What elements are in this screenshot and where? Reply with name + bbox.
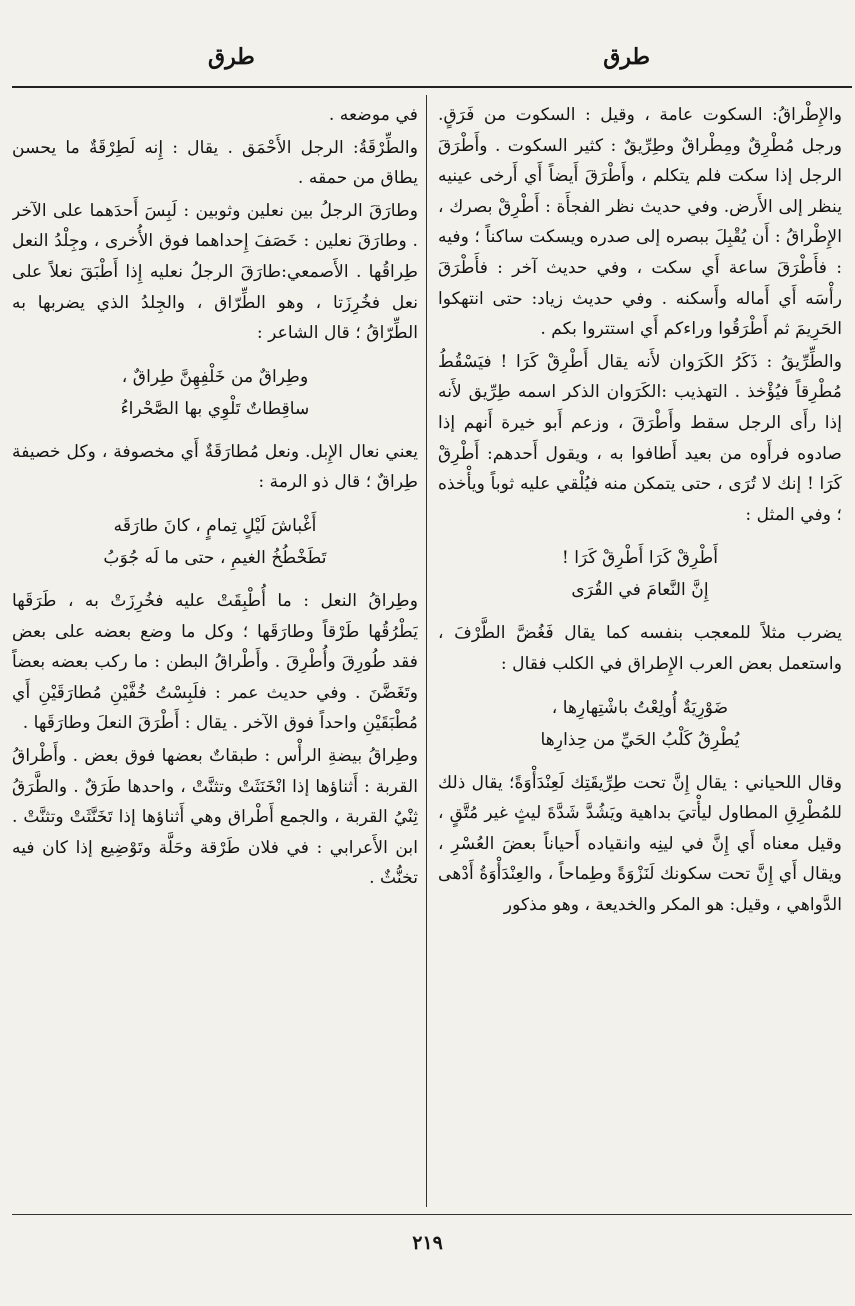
running-header-left: طرق: [208, 44, 255, 70]
verse: [438, 692, 842, 756]
verse-line: وطِراقٌ من خَلْفِهِنَّ طِراقٌ ،: [121, 366, 309, 387]
column-divider: [426, 95, 427, 1207]
page-header: [0, 0, 855, 90]
verse: [12, 510, 418, 574]
paragraph: والإِطْراقُ: السكوت عامة ، وقيل : السكوت من فَرَقٍ. ورجل مُطْرِقٌ ومِطْراقٌ وطِرِّيقٌ : كثير السكوت . وأَطْرَقَ الرجل إذا سكت فلم يتكلم ، وأَطْرَقَ أَيضاً أَي أَرخى عينيه ينظر إلى الأَرض. وفي حديث نظر الفجأَة : أَطْرِقْ بصرك ، الإِطْراقُ : أَن يُقْبِلَ ببصره إلى صدره ويسكت ساكناً ؛ وفيه : فأَطْرَقَ ساعة أَي سكت ، وفي حديث آخر : فأَطْرَقَ رأْسَه أَي أَماله وأَسكنه . وفي حديث زياد: حتى انتهكوا الحَرِيمَ ثم أَطْرَقُوا وراءكم أَي استتروا بكم .: [438, 105, 842, 340]
verse: [438, 542, 842, 606]
header-rule: [12, 86, 852, 88]
running-header-right: طرق: [603, 44, 650, 70]
paragraph: والطِّرِّيقُ : ذَكَرُ الكَرَوان لأَنه يقال أَطْرِقْ كَرَا ! فيَسْقُطُ مُطْرِقاً فيُؤْخذ . التهذيب :الكَرَوان الذكر اسمه طِرِّيق لأَنه إذا رأَى الرجل سقط وأَطْرَقَ ، وزعم أَبو خيرة أَنهم إذا صادوه فرأَوه من بعيد أَطافوا به ، ويقول أَحدهم: أَطْرِقْ كَرَا ! إنك لا تُرَى ، حتى يتمكن منه فيُلْقي عليه ثوباً ويأْخذه ؛ وفي المثل :: [438, 351, 842, 525]
paragraph: وطارَقَ الرجلُ بين نعلين وثوبين : لَبِسَ أَحدَهما على الآخر . وطارَقَ نعلين : خَصَفَ إِحداهما فوق الأُخرى ، وجِلْدُ النعل طِراقُها . الأَصمعي:طارَقَ الرجلُ نعليه إِذا أَطْبَقَ نعلاً على نعل فخُرِزَتا ، وهو الطِّرّاق ، والجِلدُ الذي يضربها به الطِّرّاقُ ؛ قال الشاعر :: [12, 200, 418, 344]
verse-line: ساقِطاتٌ تَلْوِي بها الصَّحْراءُ: [120, 398, 310, 419]
paragraph: وطِراقُ بيضةِ الرأْس : طبقاتٌ بعضها فوق بعض . وأَطْراقُ القربة : أَثناؤها إذا انْخَنَثَتْ وتثنَّتْ ، واحدها طَرَقٌ . والطَّرَقُ ثِنْيُ القربة ، والجمع أَطْراق وهي أَثناؤها إذا تَخَنَّثَتْ وتثنَّتْ . ابن الأَعرابي : في فلان طَرْقة وحَلَّة وتَوْضِيع إذا كان فيه تخنُّثٌ .: [12, 745, 418, 889]
paragraph: يعني نعال الإِبل. ونعل مُطارَقَةٌ أَي مخصوفة ، وكل خصيفة طِراقٌ ؛ قال ذو الرمة :: [12, 441, 418, 493]
verse-line: أَغْباشَ لَيْلٍ تِمامٍ ، كانَ طارَقَه: [113, 515, 317, 536]
page-number: ٢١٩: [412, 1232, 443, 1254]
verse-line: تَطَخْطُخُ الغيمِ ، حتى ما لَه جُوَبُ: [103, 547, 327, 568]
paragraph: وقال اللحياني : يقال إِنَّ تحت طِرِّيقَتِك لَعِنْدَأْوَةً؛ يقال ذلك للمُطْرِقِ المطاول ليأْتيَ بداهية ويَشُدَّ شَدَّةَ ليثٍ غير مُتَّقٍ ، وقيل معناه أَي إِنَّ في لينِه وانقياده أَحياناً بعضَ العُسْرِ ، ويقال أَي إِنَّ تحت سكونك لَنَزْوَةً وطِماحاً ، والعِنْدَأْوَةُ أَدْهى الدَّواهي ، وقيل: هو المكر والخديعة ، وهو مذكور: [438, 772, 842, 915]
right-column: [438, 100, 842, 1206]
paragraph: في موضعه .: [328, 105, 418, 125]
paragraph: والطِّرْقَةُ: الرجل الأَحْمَق . يقال : إِنه لَطِرْقَةٌ ما يحسن يطاق من حمقه .: [12, 137, 418, 189]
verse-line: ضَوْرِيَةٌ أُولِعْتُ باشْتِهارِها ،: [551, 697, 729, 718]
footer-rule: [12, 1214, 852, 1215]
verse-line: يُطْرِقُ كَلْبُ الحَيِّ من حِذارِها: [540, 729, 740, 750]
verse-line: أَطْرِقْ كَرَا أَطْرِقْ كَرَا !: [561, 548, 719, 569]
verse-line: إِنَّ النَّعامَ في القُرَى: [571, 580, 709, 601]
paragraph: وطِراقُ النعل : ما أُطْبِقَتْ عليه فخُرِزَتْ به ، طَرَقَها يَطْرُقُها طَرْقاً وطارَقَها ؛ وكل ما وضع بعضه على بعض فقد طُورِقَ وأُطْرِقَ . وأَطْراقُ البطن : ما ركب بعضه بعضاً وتَغَضَّنَ . وفي حديث عمر : فلَبِسْتُ خُفَّيْنِ مُطارَقَيْنِ أَي مُطْبَقَيْنِ واحداً فوق الآخر . يقال : أَطْرَقَ النعلَ وطارَقَها .: [12, 590, 418, 734]
paragraph: يضرب مثلاً للمعجب بنفسه كما يقال فَغُضَّ الطَّرْفَ ، واستعمل بعض العرب الإِطراق في الكلب فقال :: [438, 623, 842, 674]
left-column: [12, 100, 418, 1206]
verse: [12, 361, 418, 425]
